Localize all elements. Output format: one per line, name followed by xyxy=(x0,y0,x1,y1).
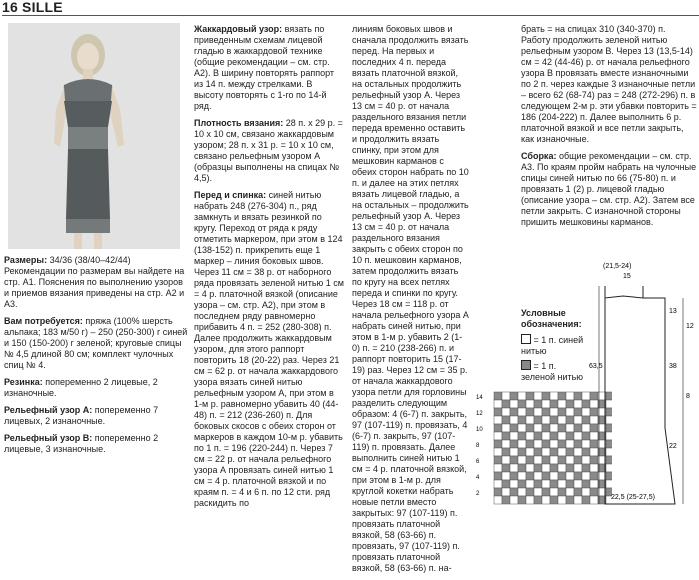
chart-cell xyxy=(558,408,566,416)
chart-cell xyxy=(558,424,566,432)
chart-cell xyxy=(518,472,526,480)
chart-cell xyxy=(566,408,574,416)
chart-cell xyxy=(526,488,534,496)
chart-cell xyxy=(534,424,542,432)
chart-cell xyxy=(518,424,526,432)
chart-row-label: 14 xyxy=(476,395,483,401)
chart-cell xyxy=(550,456,558,464)
chart-cell xyxy=(494,496,502,504)
chart-cell xyxy=(574,480,582,488)
schema-dim-d: 22 xyxy=(669,443,677,450)
chart-cell xyxy=(550,440,558,448)
chart-cell xyxy=(566,424,574,432)
chart-cell xyxy=(574,392,582,400)
chart-cell xyxy=(494,400,502,408)
rib-label: Резинка: xyxy=(4,377,43,387)
chart-cell xyxy=(502,496,510,504)
chart-cell xyxy=(542,448,550,456)
chart-cell xyxy=(526,480,534,488)
chart-cell xyxy=(574,448,582,456)
chart-cell xyxy=(494,480,502,488)
chart-cell xyxy=(542,456,550,464)
chart-cell xyxy=(494,432,502,440)
jacquard-text: вязать по приведенным схемам лицевой гладью в жаккардовой технике (общие рекомендации – см. стр. А2). В ширину повторять раппорт из 14 п. между стрелками. В высоту повторять с 1-го по 14-й ряд. xyxy=(194,24,335,111)
legend-navy-swatch-icon xyxy=(521,334,531,344)
chart-cell xyxy=(566,432,574,440)
chart-cell xyxy=(526,432,534,440)
chart-cell xyxy=(558,496,566,504)
chart-cell xyxy=(542,464,550,472)
schema-dim-b: 38 xyxy=(669,363,677,370)
chart-cell xyxy=(558,432,566,440)
chart-cell xyxy=(574,488,582,496)
chart-cell xyxy=(510,472,518,480)
front-back-label: Перед и спинка: xyxy=(194,190,267,200)
chart-cell xyxy=(510,496,518,504)
chart-cell xyxy=(526,464,534,472)
chart-cell xyxy=(558,440,566,448)
chart-row-label: 10 xyxy=(476,427,483,433)
chart-cell xyxy=(494,488,502,496)
materials-text: пряжа (100% шерсть альпака; 183 м/50 г) – 250 (250-300) г синей и 150 (150-200) г зеленой; круговые спицы № 4,5 длиной 80 см; комплект чулочных спиц № 4. xyxy=(4,316,188,370)
chart-cell xyxy=(550,496,558,504)
schema-top-label: (21,5-24) xyxy=(603,263,632,270)
chart-cell xyxy=(574,456,582,464)
chart-cell xyxy=(542,424,550,432)
column-4-text: брать = на спицах 310 (340-370) п. Работу продолжить зеленой нитью рельефным узором В. Через 13 (13,5-14) см = 42 (44-46) р. от начала рельефного узора В провязать вместе изнаночными по 2 п. через каждые 3 изнаночные петли – всего 62 (68-74) раз = 248 (272-296) п. в следующем 2-м р. эти убавки повторить = 186 (204-222) п. Далее выполнить 6 р. платочной вязкой и все петли закрыть, как изнаночные. xyxy=(521,24,697,144)
column-1 xyxy=(4,255,189,461)
chart-cell xyxy=(510,480,518,488)
chart-cell xyxy=(566,392,574,400)
chart-cell xyxy=(566,456,574,464)
chart-cell xyxy=(518,408,526,416)
column-2 xyxy=(194,24,344,515)
chart-cell xyxy=(566,448,574,456)
chart-cell xyxy=(574,472,582,480)
chart-row-label: 8 xyxy=(476,443,480,449)
schema-bottom-label: 22,5 (25-27,5) xyxy=(611,494,655,501)
chart-cell xyxy=(518,432,526,440)
density-text: 28 п. x 29 р. = 10 x 10 см, связано жаккардовым узором; 28 п. x 31 р. = 10 x 10 см, связано рельефным узором А (образцы выполнены на спицах № 4,5). xyxy=(194,118,343,183)
chart-cell xyxy=(566,440,574,448)
chart-cell xyxy=(494,424,502,432)
chart-cell xyxy=(502,456,510,464)
chart-cell xyxy=(550,432,558,440)
chart-cell xyxy=(518,456,526,464)
page-header xyxy=(2,0,699,16)
chart-cell xyxy=(502,488,510,496)
page-title: 16 SILLE xyxy=(2,0,63,15)
chart-cell xyxy=(558,480,566,488)
sizes-note: Рекомендации по размерам вы найдете на стр. А1. Пояснения по выполнению узоров и приемов вязания приведены на стр. А2 и А3. xyxy=(4,266,185,309)
chart-cell xyxy=(510,448,518,456)
chart-cell xyxy=(510,400,518,408)
chart-cell xyxy=(526,400,534,408)
chart-cell xyxy=(574,440,582,448)
chart-cell xyxy=(566,464,574,472)
chart-cell xyxy=(502,400,510,408)
relief-a-label: Рельефный узор А: xyxy=(4,405,93,415)
jacquard-label: Жаккардовый узор: xyxy=(194,24,283,34)
chart-cell xyxy=(574,464,582,472)
chart-cell xyxy=(574,400,582,408)
relief-a-text: попеременно 7 лицевых, 2 изнаночные. xyxy=(4,405,159,426)
chart-cell xyxy=(494,456,502,464)
relief-b-label: Рельефный узор В: xyxy=(4,433,93,443)
sizes-label: Размеры: xyxy=(4,255,48,265)
chart-cell xyxy=(574,424,582,432)
chart-cell xyxy=(518,464,526,472)
chart-cell xyxy=(534,440,542,448)
chart-cell xyxy=(558,392,566,400)
chart-cell xyxy=(526,416,534,424)
legend-item-green: = 1 п. зеленой нитью xyxy=(521,361,584,382)
legend-title: Условные обозначения: xyxy=(521,308,582,329)
schema-side-b: 8 xyxy=(686,393,690,400)
chart-cell xyxy=(558,456,566,464)
chart-cell xyxy=(510,416,518,424)
chart-cell xyxy=(574,416,582,424)
chart-cell xyxy=(502,392,510,400)
chart-cell xyxy=(558,416,566,424)
schema-side-a: 12 xyxy=(686,323,694,330)
chart-cell xyxy=(494,448,502,456)
chart-cell xyxy=(518,392,526,400)
sizes-value: 34/36 (38/40–42/44) xyxy=(47,255,131,265)
chart-cell xyxy=(502,448,510,456)
chart-cell xyxy=(542,488,550,496)
chart-cell xyxy=(534,408,542,416)
schema-dim-c: 63,5 xyxy=(589,363,603,370)
chart-cell xyxy=(518,496,526,504)
chart-cell xyxy=(542,392,550,400)
chart-cell xyxy=(526,448,534,456)
garment-schema xyxy=(583,258,698,509)
chart-cell xyxy=(542,408,550,416)
chart-cell xyxy=(534,480,542,488)
chart-row-label: 6 xyxy=(476,459,480,465)
chart-cell xyxy=(574,432,582,440)
chart-cell xyxy=(510,464,518,472)
chart-cell xyxy=(558,400,566,408)
chart-cell xyxy=(502,408,510,416)
chart-cell xyxy=(550,392,558,400)
chart-cell xyxy=(518,480,526,488)
chart-cell xyxy=(526,392,534,400)
density-label: Плотность вязания: xyxy=(194,118,284,128)
legend-green-swatch-icon xyxy=(521,360,531,370)
chart-cell xyxy=(574,408,582,416)
chart-cell xyxy=(526,472,534,480)
schema-dim-a: 13 xyxy=(669,308,677,315)
chart-cell xyxy=(550,408,558,416)
column-3-text: линиям боковых швов и сначала продолжить вязать перед. На первых и последних 4 п. переда вязать платочной вязкой, на остальных продолжить рельефный узор А. Через 13 см = 40 р. от начала раздельного вязания петли переда временно оставить и продолжить вязать спинку, при этом для мешковин карманов с обеих сторон набрать по 10 п. и далее на этих петлях вязать лицевой гладью, а на остальных – продолжить рельефный узор А. Через 13 см = 40 р. от начала раздельного вязания закрыть с обеих сторон по 10 п. мешковин карманов, затем продолжить вязать по кругу на всех петлях переда и спинки по кругу. Через 18 см = 118 р. от начала рельефного узора А набрать синей нитью, при этом в 1-м р. убавить 2 (1-0) п. = 210 (238-266) п. и раппорт повторить 15 (17-19) раз. Через 12 см = 35 р. от начала жаккардового узора петли для горловины разделить следующим образом: 4 (6-7) п. закрыть, 97 (107-119) п. провязать, 4 (6-7) п. закрыть, 97 (107-119) п. провязать. Далее выполнить синей нитью 1 см = 4 р. платочной вязкой, при этом в 1-м р. для круглой кокетки набрать новые петли вместо закрытых: 97 (107-119) п. провязать платочной вязкой, 58 (63-66) п. провязать, 97 (107-119) п. провязать платочной вязкой, 58 (63-66) п. на- xyxy=(352,24,469,573)
garment-schema-svg xyxy=(583,258,698,509)
chart-cell xyxy=(526,424,534,432)
chart-cell xyxy=(542,472,550,480)
chart-cell xyxy=(542,416,550,424)
materials-label: Вам потребуется: xyxy=(4,316,83,326)
chart-legend xyxy=(521,308,591,383)
model-figure-illustration xyxy=(8,23,180,249)
chart-cell xyxy=(518,440,526,448)
chart-cell xyxy=(566,400,574,408)
chart-cell xyxy=(574,496,582,504)
chart-cell xyxy=(526,408,534,416)
chart-cell xyxy=(550,424,558,432)
chart-cell xyxy=(518,400,526,408)
relief-b-text: попеременно 2 лицевые, 3 изнаночные. xyxy=(4,433,159,454)
chart-cell xyxy=(510,488,518,496)
model-photo xyxy=(8,23,180,249)
column-4 xyxy=(521,24,697,234)
chart-row-label: 4 xyxy=(476,475,480,481)
chart-cell xyxy=(510,424,518,432)
chart-cell xyxy=(566,480,574,488)
chart-cell xyxy=(494,440,502,448)
assembly-label: Сборка: xyxy=(521,151,557,161)
chart-cell xyxy=(542,400,550,408)
chart-cell xyxy=(534,464,542,472)
chart-cell xyxy=(542,480,550,488)
chart-cell xyxy=(558,448,566,456)
chart-cell xyxy=(534,456,542,464)
chart-cell xyxy=(550,448,558,456)
schema-top-value: 15 xyxy=(623,273,631,280)
chart-cell xyxy=(502,464,510,472)
chart-cell xyxy=(526,440,534,448)
chart-cell xyxy=(518,448,526,456)
chart-row-label: 2 xyxy=(476,491,480,497)
chart-cell xyxy=(502,440,510,448)
chart-cell xyxy=(502,472,510,480)
chart-cell xyxy=(502,480,510,488)
chart-cell xyxy=(534,472,542,480)
chart-cell xyxy=(534,400,542,408)
front-back-text: синей нитью набрать 248 (276-304) п., ряд замкнуть и вязать резинкой по кругу. Переход от ряда к ряду отметить маркером, при этом в 124 (138-152) п. прикрепить еще 1 маркер – линия боковых швов. Через 11 см = 38 р. от наборного ряда провязать зеленой нитью 1 см = 4 р. платочной вязкой (описание узора – см. стр. А2), при этом в последнем ряду равномерно прибавить 4 п. = 252 (280-308) п. Далее продолжить жаккардовым узором, для этого раппорт повторить 18 (20-22) раз. Через 21 см = 62 р. от начала жаккардового узора вязать синей нитью рельефным узором А, при этом в 1-м р. равномерно убавить 40 (44-48) п. = 212 (236-260) п. Для боковых скосов с обеих сторон от маркеров в каждом 10-м р. убавить по 1 п. = 196 (220-244) п. Через 7 см = 22 р. от начала рельефного узора А провязать синей нитью 1 см = 4 р. платочной вязкой и по краям п. = 4 и 6 п. по 12 сти. ряд раскидить по xyxy=(194,190,344,508)
chart-cell xyxy=(534,392,542,400)
chart-cell xyxy=(558,464,566,472)
chart-cell xyxy=(510,456,518,464)
chart-cell xyxy=(510,392,518,400)
header-rule xyxy=(2,15,699,16)
chart-cell xyxy=(550,400,558,408)
chart-cell xyxy=(518,488,526,496)
chart-cell xyxy=(550,416,558,424)
chart-cell xyxy=(558,472,566,480)
chart-cell xyxy=(550,464,558,472)
chart-cell xyxy=(566,496,574,504)
chart-cell xyxy=(526,456,534,464)
chart-cell xyxy=(494,408,502,416)
chart-cell xyxy=(550,488,558,496)
assembly-text: общие рекомендации – см. стр. А3. По краям пройм набрать на чулочные спицы синей нитью по 66 (75-80) п. и провязать 1 (2) р. лицевой гладью (описание узора – см. стр. А2). Затем все петли закрыть. С изнаночной стороны пришить мешковины карманов. xyxy=(521,151,697,227)
rib-text: попеременно 2 лицевые, 2 изнаночные. xyxy=(4,377,158,398)
chart-cell xyxy=(542,432,550,440)
chart-cell xyxy=(494,472,502,480)
chart-cell xyxy=(502,416,510,424)
chart-cell xyxy=(534,432,542,440)
chart-row-label: 12 xyxy=(476,411,483,417)
chart-cell xyxy=(526,496,534,504)
chart-cell xyxy=(494,392,502,400)
chart-cell xyxy=(502,432,510,440)
chart-cell xyxy=(550,480,558,488)
legend-item-navy: = 1 п. синей нитью xyxy=(521,335,584,356)
chart-cell xyxy=(494,464,502,472)
chart-cell xyxy=(534,416,542,424)
chart-cell xyxy=(542,496,550,504)
chart-cell xyxy=(510,432,518,440)
chart-cell xyxy=(534,488,542,496)
chart-cell xyxy=(510,440,518,448)
chart-cell xyxy=(502,424,510,432)
chart-cell xyxy=(534,496,542,504)
chart-cell xyxy=(542,440,550,448)
chart-cell xyxy=(510,408,518,416)
chart-cell xyxy=(494,416,502,424)
chart-cell xyxy=(566,488,574,496)
chart-cell xyxy=(518,416,526,424)
chart-cell xyxy=(566,416,574,424)
chart-cell xyxy=(558,488,566,496)
chart-cell xyxy=(534,448,542,456)
chart-cell xyxy=(550,472,558,480)
chart-cell xyxy=(566,472,574,480)
